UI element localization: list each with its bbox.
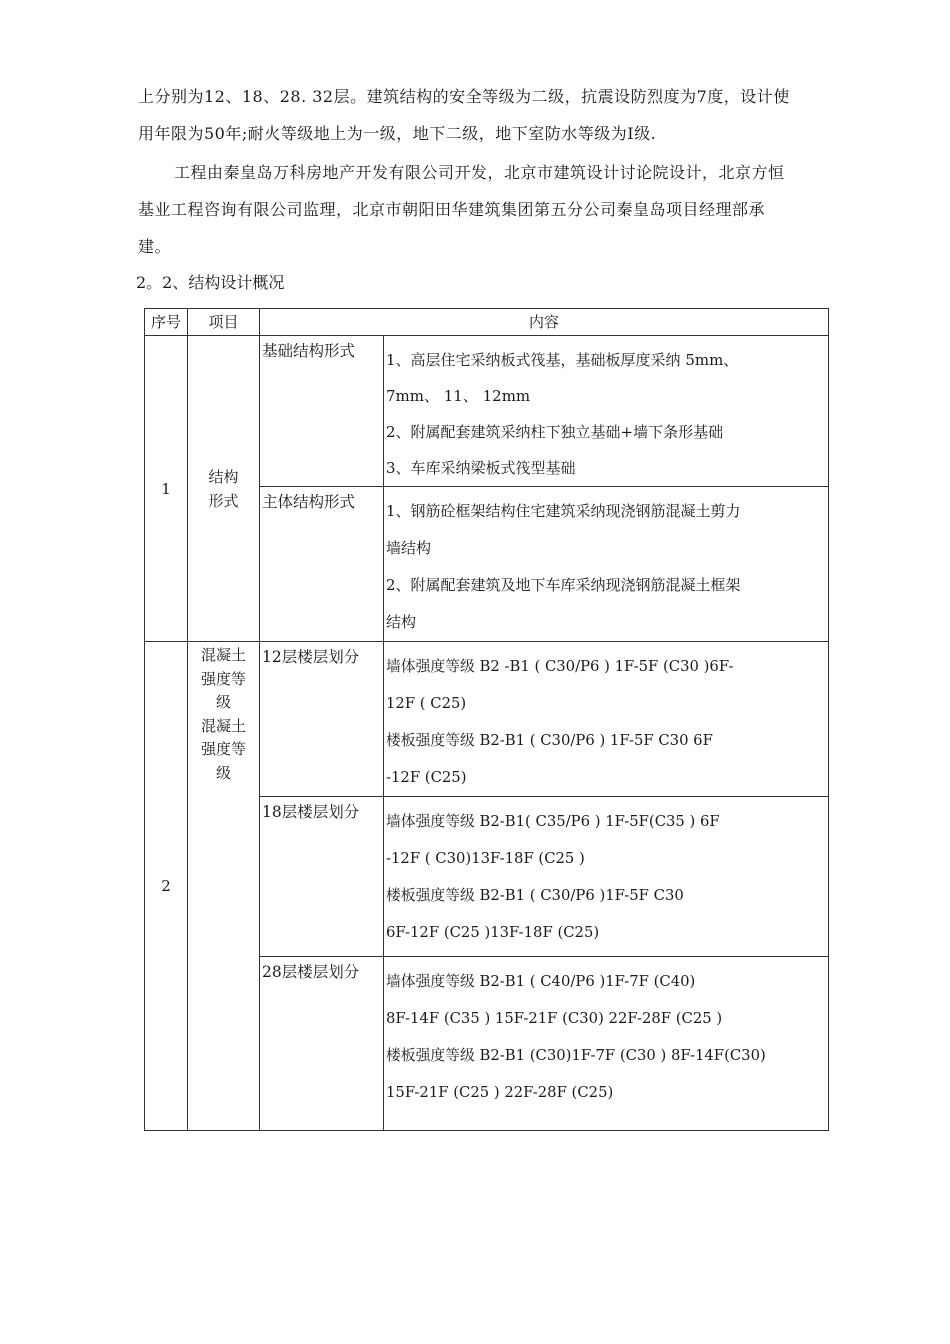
row-seq: 2 — [145, 642, 188, 1131]
header-item: 项目 — [188, 309, 260, 336]
item-line: 级 — [215, 763, 231, 782]
content-line: 15F-21F (C25 ) 22F-28F (C25) — [386, 1084, 614, 1101]
section-heading: 2。2、结构设计概况 — [136, 273, 285, 292]
header-content: 内容 — [260, 309, 829, 336]
item-line: 级 — [215, 693, 231, 711]
item-line: 强度等 — [200, 669, 246, 688]
content-line: 12F ( C25) — [386, 695, 467, 712]
subrow-label: 基础结构形式 — [260, 336, 384, 487]
content-line: 1、钢筋砼框架结构住宅建筑采纳现浇钢筋混凝土剪力 — [386, 502, 741, 520]
table-row — [145, 642, 829, 797]
text-line-content: 工程由秦皇岛万科房地产开发有限公司开发，北京市建筑设计讨论院设计，北京方恒 — [174, 163, 785, 182]
item-line: 形式 — [208, 491, 239, 510]
content-line: 2、附属配套建筑采纳柱下独立基础+墙下条形基础 — [386, 423, 724, 441]
item-line: 强度等 — [200, 740, 246, 758]
content-line: 墙结构 — [386, 539, 432, 557]
item-line: 混凝土 — [200, 716, 246, 735]
item-line: 混凝土 — [200, 646, 246, 664]
subrow-label: 12层楼层划分 — [260, 642, 384, 797]
content-line: 3、车库采纳梁板式筏型基础 — [386, 459, 576, 477]
text-line — [138, 154, 850, 191]
content-line: 楼板强度等级 B2-B1 ( C30/P6 ) 1F-5F C30 6F — [386, 732, 713, 749]
row-item — [188, 336, 260, 642]
text-line: 基业工程咨询有限公司监理，北京市朝阳田华建筑集团第五分公司秦皇岛项目经理部承 — [138, 200, 766, 219]
content-line: 6F-12F (C25 )13F-18F (C25) — [386, 924, 600, 941]
content-line: 墙体强度等级 B2 -B1 ( C30/P6 ) 1F-5F (C30 )6F- — [386, 658, 734, 675]
header-seq: 序号 — [145, 309, 188, 336]
content-line: 2、附属配套建筑及地下车库采纳现浇钢筋混凝土框架 — [386, 576, 741, 594]
subrow-content — [384, 797, 829, 957]
content-line: 7mm、 11、 12mm — [386, 387, 531, 405]
content-line: -12F ( C30)13F-18F (C25 ) — [386, 850, 585, 867]
table-header-row — [145, 309, 829, 336]
subrow-label: 18层楼层划分 — [260, 797, 384, 957]
subrow-label: 主体结构形式 — [260, 487, 384, 642]
subrow-label: 28层楼层划分 — [260, 957, 384, 1131]
subrow-content — [384, 336, 829, 487]
text-line: 用年限为50年;耐火等级地上为一级，地下二级，地下室防水等级为Ⅰ级. — [138, 124, 657, 143]
table-row — [145, 336, 829, 487]
content-line: 楼板强度等级 B2-B1 (C30)1F-7F (C30 ) 8F-14F(C30) — [386, 1047, 766, 1064]
structure-design-table — [144, 308, 829, 1131]
row-item — [188, 642, 260, 1131]
text-line: 上分别为12、18、28. 32层。建筑结构的安全等级为二级，抗震设防烈度为7度，设计使 — [138, 87, 790, 106]
item-line: 结构 — [208, 467, 239, 486]
content-line: 1、高层住宅采纳板式筏基，基础板厚度采纳 5mm、 — [386, 351, 739, 369]
content-line: -12F (C25) — [386, 769, 467, 786]
row-seq: 1 — [145, 336, 188, 642]
subrow-content — [384, 487, 829, 642]
subrow-content — [384, 957, 829, 1131]
intro-paragraph — [138, 78, 850, 152]
content-line: 楼板强度等级 B2-B1 ( C30/P6 )1F-5F C30 — [386, 887, 684, 904]
text-line: 建。 — [138, 237, 172, 256]
developer-paragraph — [138, 154, 850, 265]
content-line: 8F-14F (C35 ) 15F-21F (C30) 22F-28F (C25 ) — [386, 1010, 723, 1027]
content-line: 墙体强度等级 B2-B1 ( C40/P6 )1F-7F (C40) — [386, 973, 696, 990]
content-line: 墙体强度等级 B2-B1( C35/P6 ) 1F-5F(C35 ) 6F — [386, 813, 720, 830]
content-line: 结构 — [386, 613, 417, 631]
subrow-content — [384, 642, 829, 797]
